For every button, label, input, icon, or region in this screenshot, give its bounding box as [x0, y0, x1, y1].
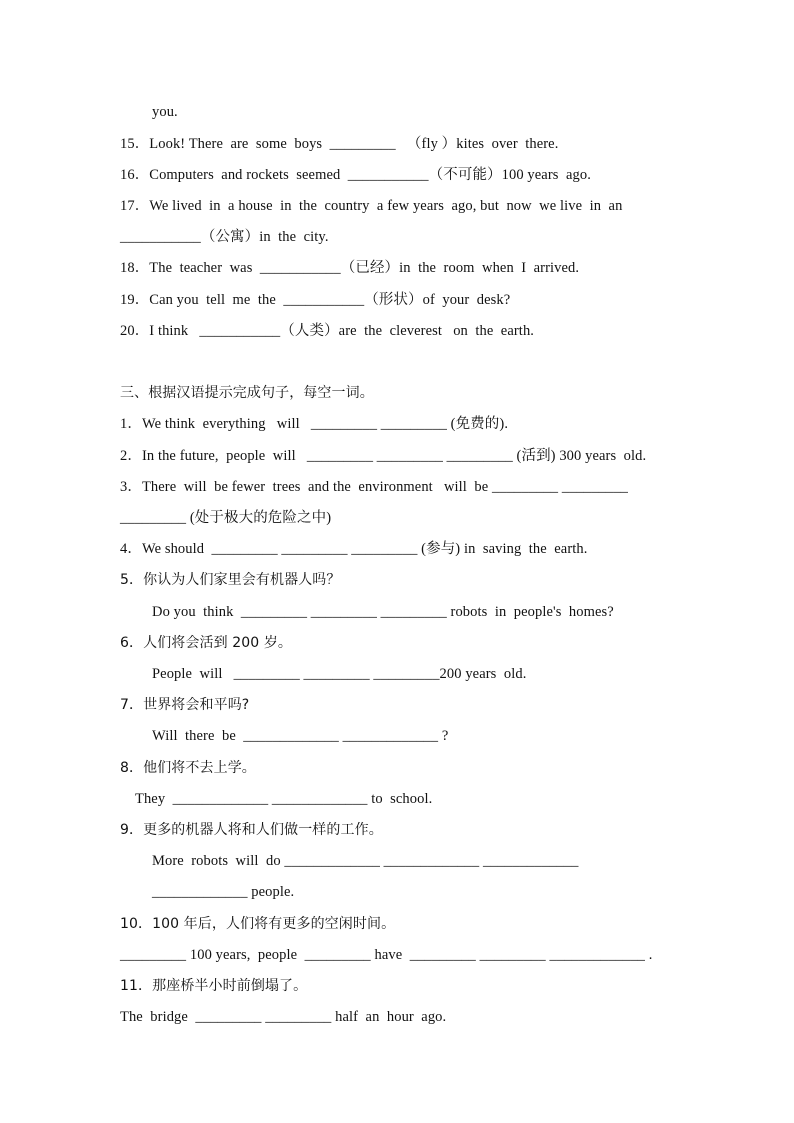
s3-question-1: 1．We think everything will _________ _________ (免费的). — [120, 416, 509, 432]
s3-question-8-prompt: 8．他们将不去上学。 — [120, 760, 256, 776]
question-17-line-2: ___________（公寓）in the city. — [120, 229, 329, 245]
question-18: 18．The teacher was ___________（已经）in the room when I arrived. — [120, 260, 580, 276]
s3-question-2: 2．In the future, people will _________ _________ _________ (活到) 300 years old. — [120, 448, 647, 464]
section-3-heading: 三、根据汉语提示完成句子，每空一词。 — [120, 385, 374, 401]
s3-question-5-prompt: 5．你认为人们家里会有机器人吗？ — [120, 572, 341, 588]
s3-question-10-answer: _________ 100 years, people _________ have _________ _________ _____________ . — [120, 947, 653, 963]
q14-continuation: you. — [152, 104, 178, 120]
s3-question-7-answer: Will there be _____________ _____________ ? — [152, 728, 449, 744]
s3-question-7-prompt: 7．世界将会和平吗? — [120, 697, 250, 713]
question-16: 16．Computers and rockets seemed ___________（不可能）100 years ago. — [120, 167, 591, 183]
s3-question-9-answer-line-1: More robots will do _____________ _____________ _____________ — [152, 853, 579, 869]
s3-question-9-answer-line-2: _____________ people. — [152, 884, 295, 900]
s3-question-3-line-1: 3．There will be fewer trees and the environment will be _________ _________ — [120, 479, 629, 495]
s3-question-6-answer: People will _________ _________ _________200 years old. — [152, 666, 527, 682]
s3-question-11-prompt: 11．那座桥半小时前倒塌了。 — [120, 978, 308, 994]
s3-question-11-answer: The bridge _________ _________ half an hour ago. — [120, 1009, 447, 1025]
question-19: 19．Can you tell me the ___________（形状）of your desk? — [120, 292, 511, 308]
question-17-line-1: 17．We lived in a house in the country a few years ago, but now we live in an — [120, 198, 623, 214]
s3-question-6-prompt: 6．人们将会活到 200 岁。 — [120, 635, 293, 651]
question-15: 15．Look! There are some boys _________ （fly ）kites over there. — [120, 136, 559, 152]
s3-question-10-prompt: 10．100 年后，人们将有更多的空闲时间。 — [120, 916, 396, 932]
question-20: 20．I think ___________（人类）are the cleverest on the earth. — [120, 323, 535, 339]
s3-question-5-answer: Do you think _________ _________ _________ robots in people's homes? — [152, 604, 614, 620]
s3-question-9-prompt: 9．更多的机器人将和人们做一样的工作。 — [120, 822, 383, 838]
s3-question-8-answer: They _____________ _____________ to school. — [135, 791, 433, 807]
s3-question-4: 4．We should _________ _________ _________ (参与) in saving the earth. — [120, 541, 588, 557]
s3-question-3-line-2: _________ (处于极大的危险之中) — [120, 510, 332, 526]
